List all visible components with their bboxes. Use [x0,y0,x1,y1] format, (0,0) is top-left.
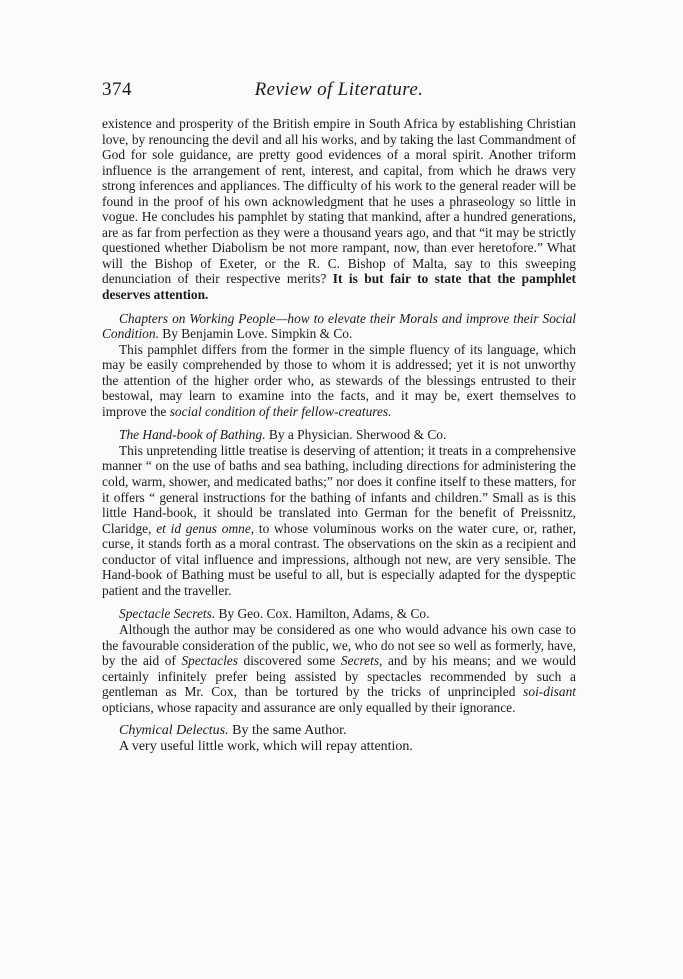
review-entry-heading [102,723,576,739]
entry-title: Chapters on Working People—how to elevate their Morals and improve their Social Condition. [102,310,576,342]
entry-meta: By the same Author. [232,723,347,739]
page-header [102,79,576,103]
article-body [102,116,576,755]
running-title: Review of Literature. [254,79,424,100]
entry-body-italic: Secrets, [340,653,383,669]
entry-body-text: opticians, whose rapacity and assurance are only equalled by their ignorance. [102,699,516,715]
entry-meta: By Benjamin Love. Simpkin & Co. [162,326,353,342]
entry-body-text: Although the author may be considered as one who would advance his own case to the favourable consideration of the public, we, who do not see so well as formerly, have, by the aid of [102,621,576,669]
review-entry-body [102,443,576,598]
entry-body-italic: soi-disant [523,684,576,700]
entry-body-text: and by his means; and we would certainly infinitely prefer being assisted by spectacles recommended by such a gentleman as Mr. Cox, than be tortured by the tricks of unprincipled [102,653,576,700]
review-entry-heading [102,606,576,622]
review-entry-heading [102,311,576,342]
entry-body-text: This unpretending little treatise is deserving of attention; it treats in a comprehensive manner “ on the use of baths and sea bathing, including directions for administering the cold, warm, shower, and medicated baths;” nor does it confine itself to these matters, for it offers “ general instructions for the bathing of infants and children.” Small as is this little Hand-book, it should be translated into German for the benefit of Preissnitz, Claridge, [102,442,576,536]
entry-body-text: to whose voluminous works on the water cure, or, rather, curse, it stands forth as a moral contrast. The observations on the skin as a recipient and conductor of vital influence and impressions, although not new, are very sensible. The Hand-book of Bathing must be useful to all, but is especially adapted for the dyspeptic patient and the traveller. [102,520,576,598]
entry-body-italic: social condition of their fellow-creatures. [169,403,392,419]
entry-body-italic: Spectacles [181,653,238,669]
paragraph-emphasis: It is but fair to state that the pamphlet deserves attention. [102,271,577,303]
paragraph-text: existence and prosperity of the British empire in South Africa by establishing Christian love, by renouncing the devil and all his works, and by taking the last Commandment of God for sole guidance, are pretty good evidences of a moral spirit. Another triform influence is the arrangement of rent, interest, and capital, from which he draws very strong inferences and appliances. The difficulty of his work to the general reader will be found in the proof of his own acknowledgment that he uses a phraseology so little in vogue. He concludes his pamphlet by stating that mankind, after a hundred generations, are as far from perfection as they were a thousand years ago, and that “it may be strictly questioned whether Diabolism be not more rampant, now, than ever heretofore.” What will the Bishop of Exeter, or the R. C. Bishop of Malta, say to this sweeping denunciation of their respective merits? [102,116,576,287]
page-number: 374 [102,79,132,100]
entry-meta: By a Physician. Sherwood & Co. [268,427,447,443]
entry-body-text: discovered some [243,653,336,669]
entry-title: Chymical Delectus. [119,723,229,739]
review-entry-body [102,342,576,420]
continued-paragraph [102,116,576,303]
entry-title: Spectacle Secrets. [119,606,216,622]
entry-body-text: This pamphlet differs from the former in the simple fluency of its language, which may be easily comprehended by those to whom it is addressed; yet it is not unworthy the attention of the higher order who, as stewards of the blessings entrusted to their bestowal, may learn to examine into the facts, and it may be, exert themselves to improve the [102,341,576,419]
review-entry-body [102,622,576,715]
review-entry-heading [102,427,576,443]
entry-title: The Hand-book of Bathing. [119,427,266,443]
review-entry-body: A very useful little work, which will repay attention. [119,739,413,755]
entry-body-italic: et id genus omne, [156,520,255,536]
entry-meta: By Geo. Cox. Hamilton, Adams, & Co. [218,606,430,622]
